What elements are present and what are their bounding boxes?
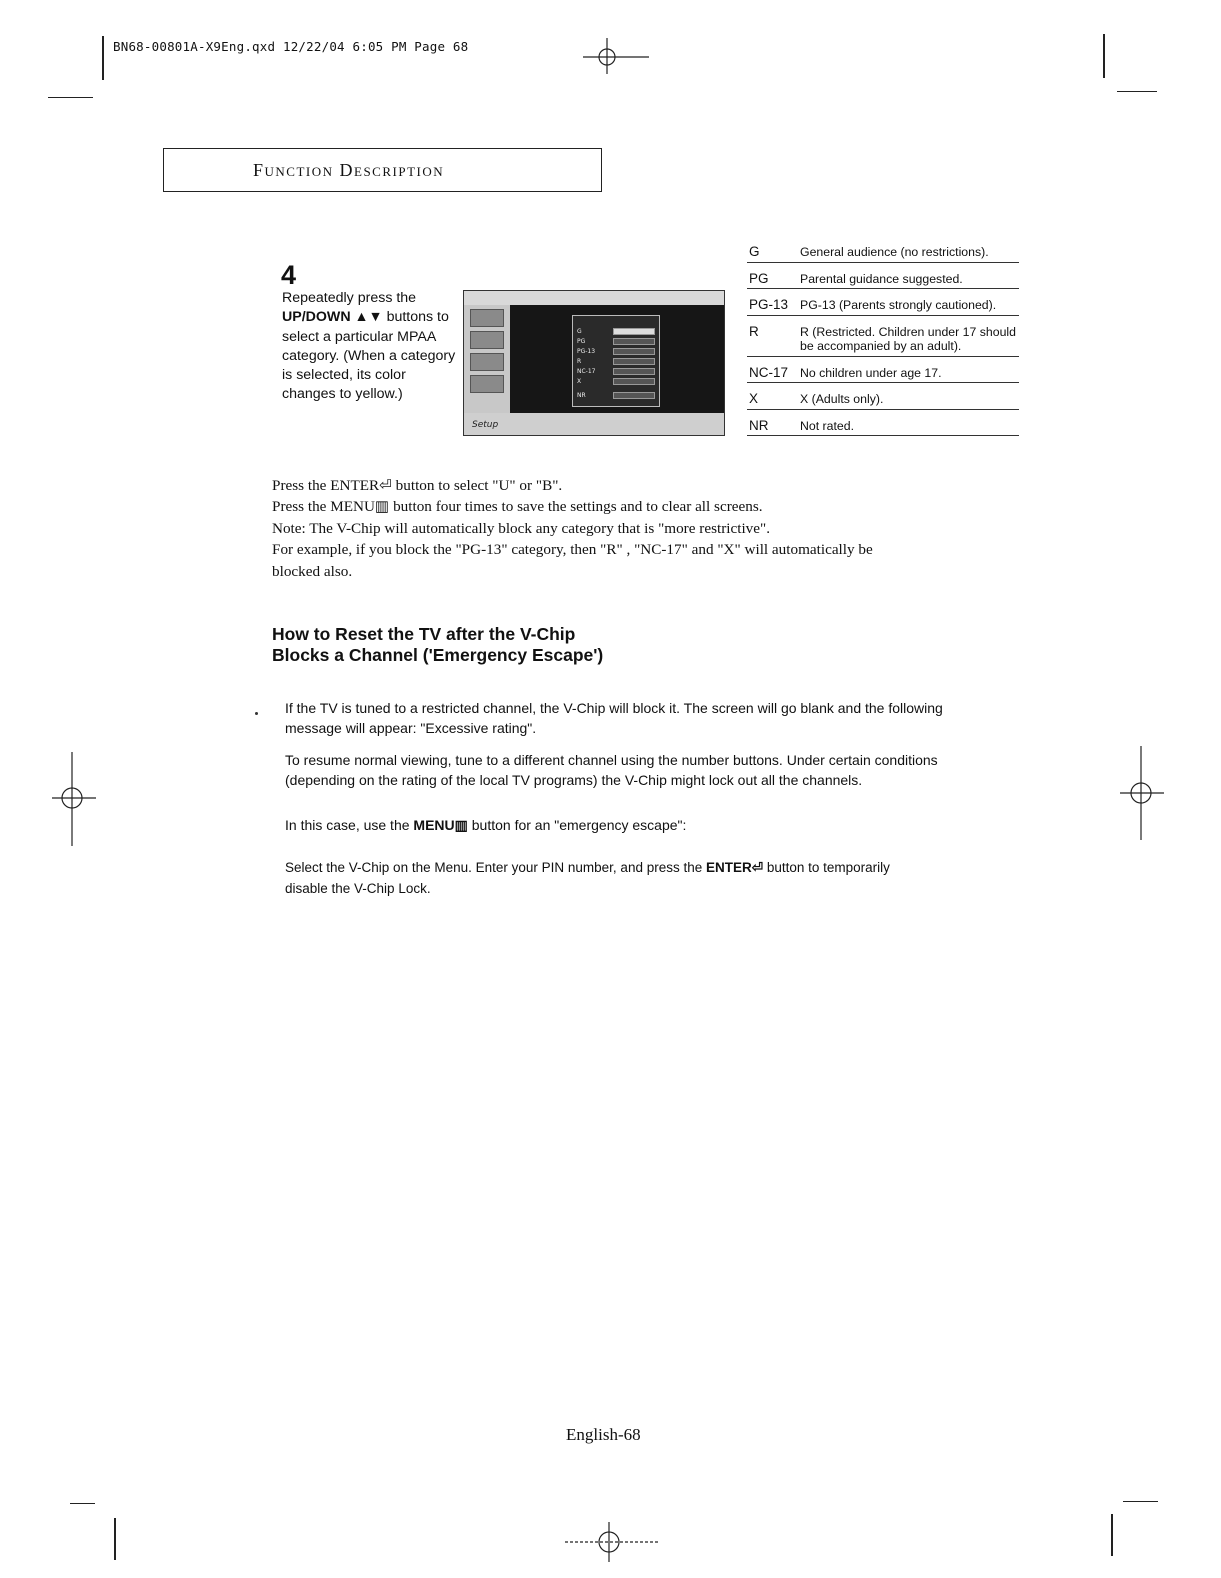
rating-description: General audience (no restrictions). [800, 245, 989, 259]
rating-description: Parental guidance suggested. [800, 271, 963, 286]
reset-text-part: Select the V-Chip on the Menu. Enter your PIN number, and press the [285, 860, 703, 875]
step-text-part: buttons to select a particular MPAA category. (When a category is selected, its color changes to yellow.) [282, 309, 456, 403]
reset-paragraph [285, 857, 925, 899]
reset-paragraph [285, 816, 955, 836]
reset-text-part: button to temporarily disable the V-Chip Lock. [285, 860, 890, 896]
registration-target-icon [583, 34, 653, 76]
tv-menu-screenshot [463, 290, 725, 436]
tv-menu-title-bar [464, 291, 724, 305]
tv-rating-panel [572, 315, 660, 407]
tv-rating-row: G [577, 328, 582, 335]
updown-buttons-label: UP/DOWN ▲▼ [282, 309, 383, 326]
page-number: English-68 [566, 1425, 641, 1444]
reset-text-part: In this case, use the [285, 817, 410, 833]
reset-paragraph: To resume normal viewing, tune to a different channel using the number buttons. Under certain conditions (depending on the rating of the local TV programs) the V-Chip might lock out all the channels. [285, 752, 938, 788]
tv-setup-label: Setup [472, 420, 499, 430]
rating-code: X [749, 391, 759, 406]
tv-row-cell [613, 328, 655, 335]
rating-description: Not rated. [800, 418, 854, 433]
registration-target-icon [565, 1520, 661, 1564]
tv-rating-row: R [577, 358, 582, 365]
tv-row-cell [613, 348, 655, 355]
tv-setup-icon [470, 375, 504, 393]
reset-paragraph: If the TV is tuned to a restricted channel, the V-Chip will block it. The screen will go blank and the following message will appear: "Excessive rating". [285, 700, 943, 736]
rating-description: R (Restricted. Children under 17 should be accompanied by an adult). [800, 324, 1016, 353]
crop-mark [1103, 34, 1105, 78]
rating-code: R [749, 323, 759, 339]
tv-menu-bottom-bar [464, 413, 724, 435]
rating-row [747, 363, 1019, 384]
rating-row [747, 389, 1019, 410]
bullet-dot [255, 712, 258, 715]
tv-rating-row: X [577, 378, 582, 385]
tv-row-cell [613, 392, 655, 399]
tv-picture-icon [470, 309, 504, 327]
rating-row [747, 416, 1019, 437]
tv-menu-sidebar [464, 305, 510, 413]
rating-code: G [749, 244, 760, 259]
tv-channel-icon [470, 353, 504, 371]
rating-code: PG [749, 270, 769, 286]
tv-row-cell [613, 358, 655, 365]
rating-row [747, 322, 1019, 357]
mpaa-ratings-table [747, 242, 1019, 436]
instructions-body [272, 475, 892, 582]
crop-mark [114, 1518, 116, 1560]
reset-text-part: button for an "emergency escape": [471, 817, 687, 833]
menu-button-label: MENU▥ [413, 817, 468, 833]
tv-rating-row: PG [577, 338, 586, 345]
enter-button-label: ENTER⏎ [706, 860, 764, 875]
step-number: 4 [281, 260, 297, 290]
rating-row [747, 295, 1019, 316]
crop-mark [102, 36, 104, 80]
print-slug: BN68-00801A-X9Eng.qxd 12/22/04 6:05 PM Page 68 [113, 39, 469, 54]
rating-row [747, 269, 1019, 290]
section-subheading [272, 624, 832, 666]
rating-description: No children under age 17. [800, 365, 942, 380]
tv-rating-row: PG-13 [577, 348, 596, 355]
crop-mark [1123, 1501, 1158, 1502]
instruction-line: Press the MENU▥ button four times to save the settings and to clear all screens. [272, 498, 763, 516]
instruction-line: Note: The V-Chip will automatically block any category that is "more restrictive". [272, 519, 770, 537]
rating-code: NR [749, 417, 769, 433]
tv-rating-row: NR [577, 392, 586, 399]
registration-target-icon [1118, 746, 1164, 842]
rating-code: NC-17 [749, 364, 789, 380]
tv-row-cell [613, 378, 655, 385]
crop-mark [70, 1503, 95, 1504]
rating-description: PG-13 (Parents strongly cautioned). [800, 298, 997, 312]
crop-mark [1111, 1514, 1113, 1556]
subheading-line: Blocks a Channel ('Emergency Escape') [272, 645, 604, 665]
registration-target-icon [52, 752, 98, 848]
subheading-line: How to Reset the TV after the V-Chip [272, 624, 576, 644]
tv-row-cell [613, 368, 655, 375]
crop-mark [48, 97, 93, 98]
tv-row-cell [613, 338, 655, 345]
rating-row [747, 242, 1019, 263]
section-title: Function Description [253, 160, 445, 180]
tv-rating-row: NC-17 [577, 368, 596, 375]
step-instructions [282, 289, 460, 405]
instruction-line: For example, if you block the "PG-13" category, then "R" , "NC-17" and "X" will automatically be blocked also. [272, 541, 873, 580]
rating-code: PG-13 [749, 297, 789, 312]
instruction-line: Press the ENTER⏎ button to select "U" or "B". [272, 477, 563, 494]
step-text-part: Repeatedly press the [282, 290, 417, 306]
crop-mark [1117, 91, 1157, 92]
rating-description: X (Adults only). [800, 392, 884, 406]
tv-sound-icon [470, 331, 504, 349]
